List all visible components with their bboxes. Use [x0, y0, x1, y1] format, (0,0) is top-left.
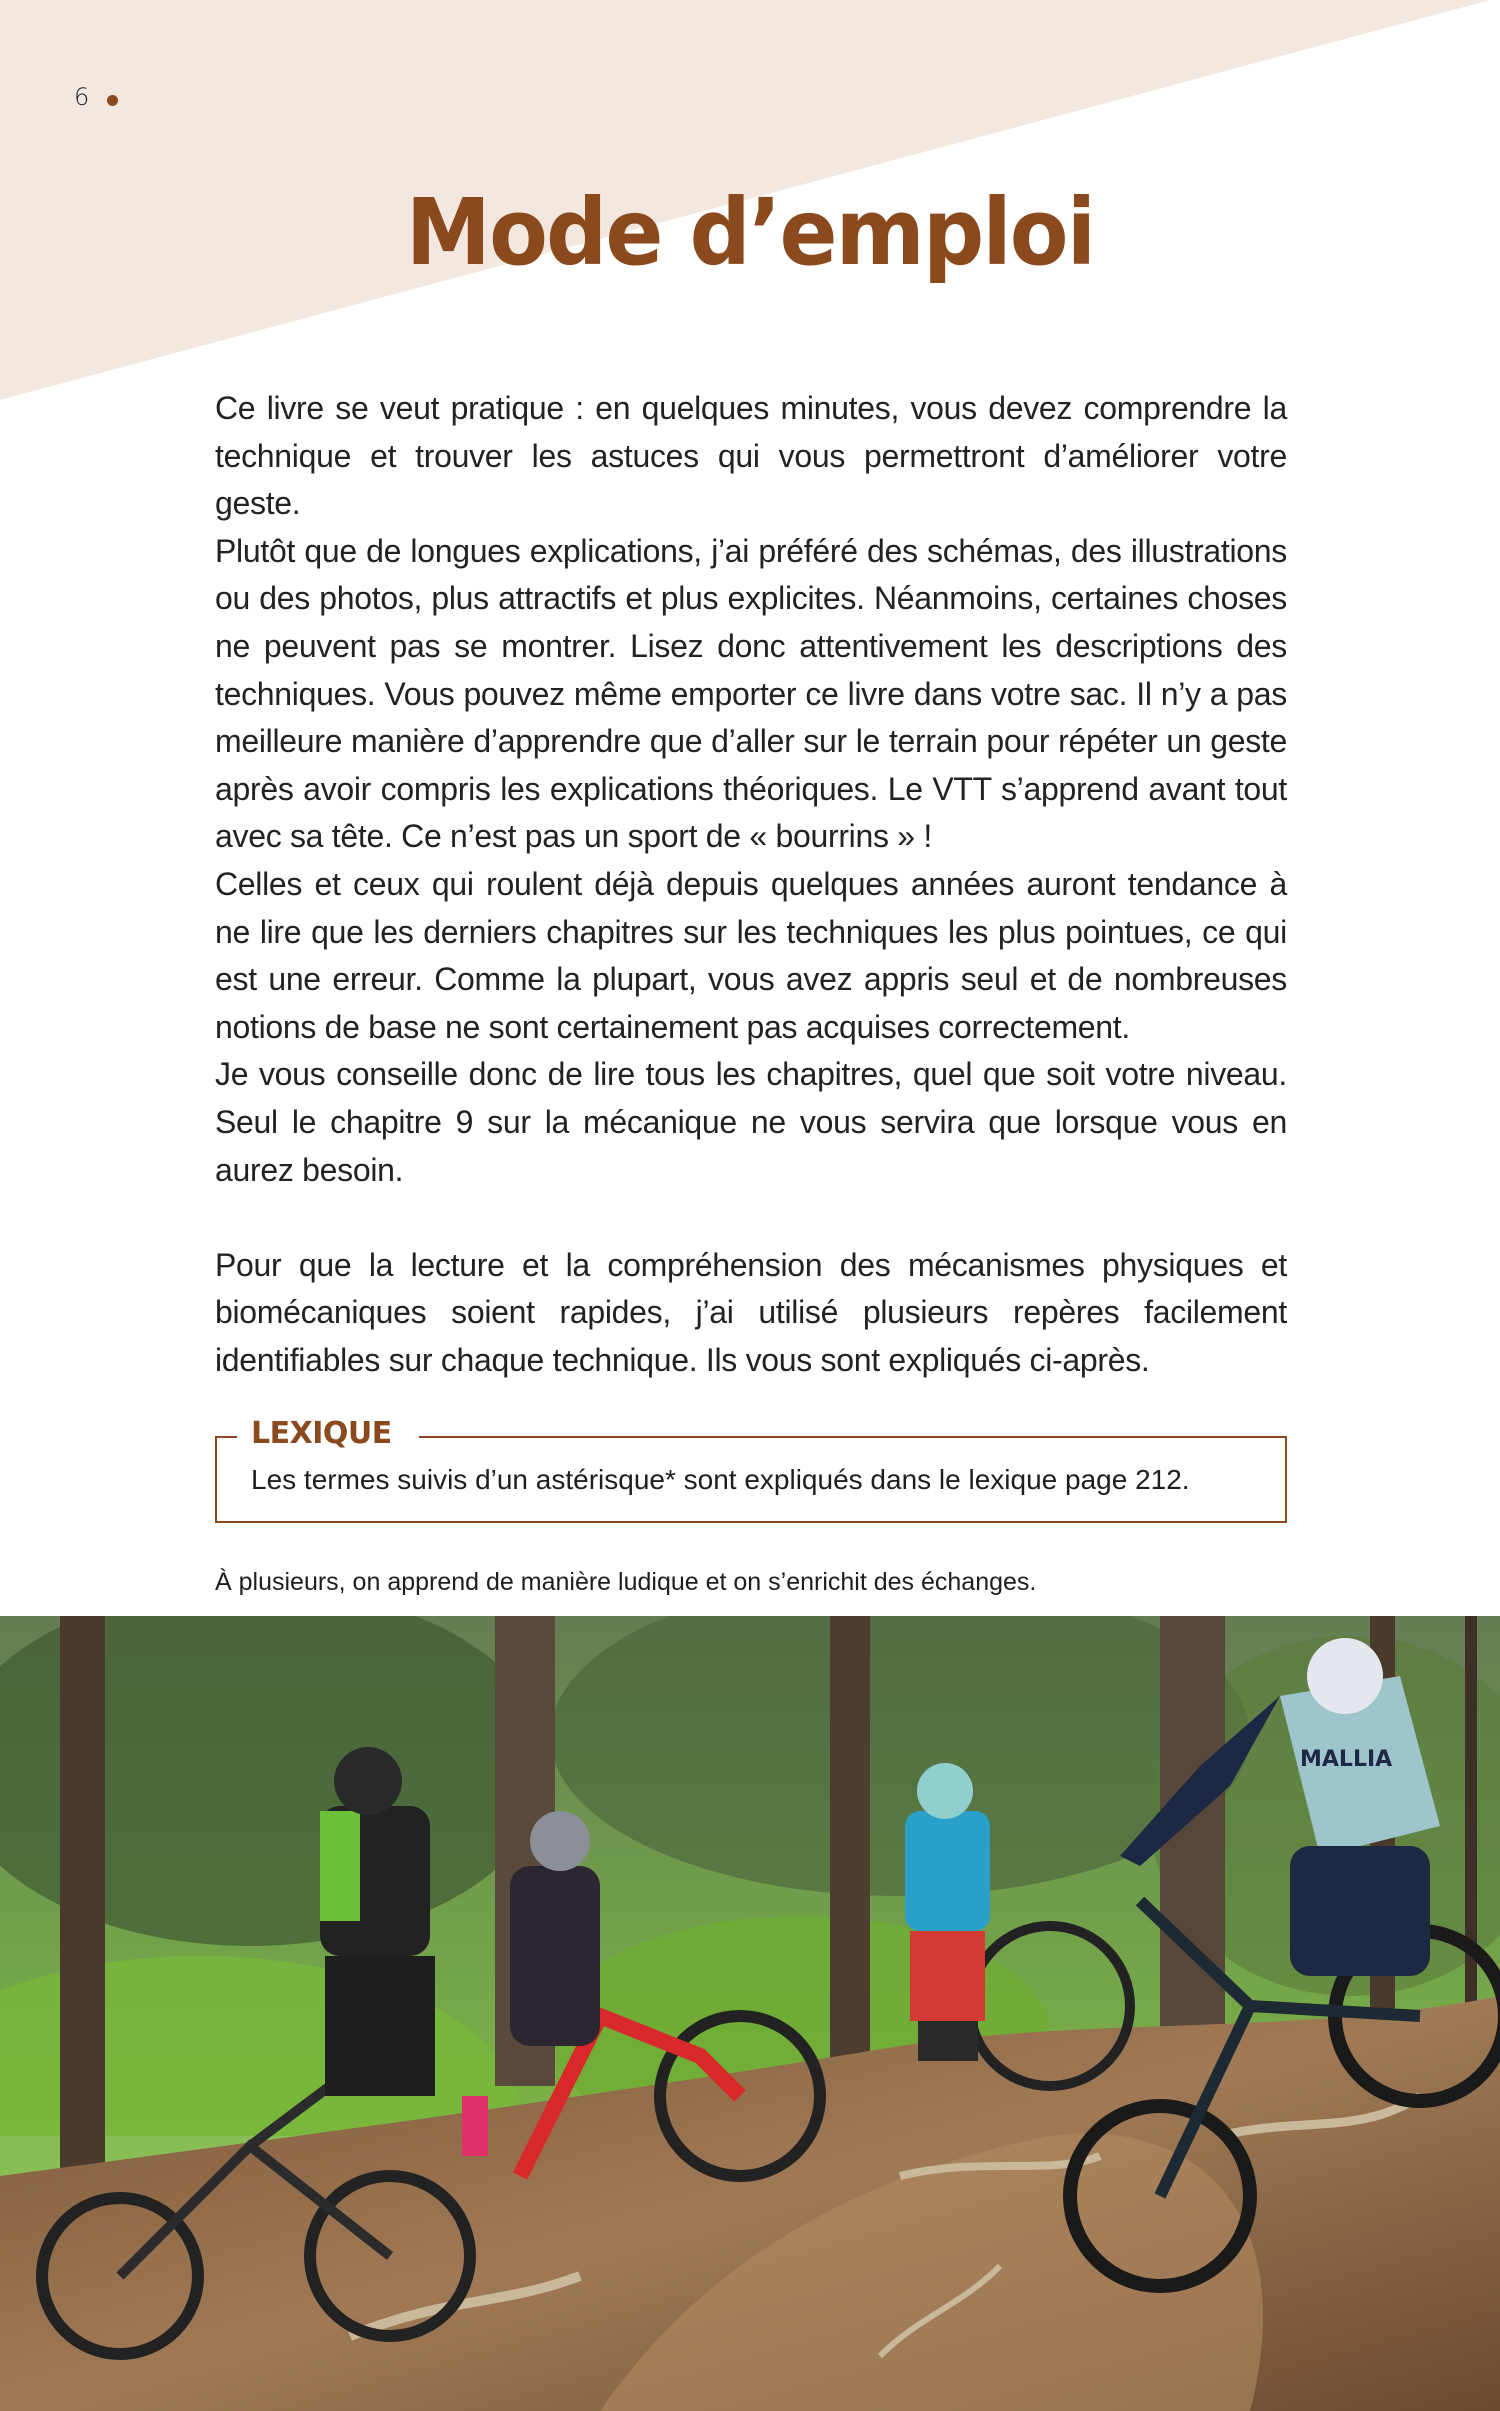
photo-caption: À plusieurs, on apprend de manière ludique et on s’enrichit des échanges. — [215, 1568, 1037, 1596]
paragraph-advice: Je vous conseille donc de lire tous les chapitres, quel que soit votre niveau. Seul le chapitre 9 sur la mécanique ne vous servira que lorsque vous en aurez besoin. — [215, 1056, 1287, 1188]
lexique-text: Les termes suivis d’un astérisque* sont expliqués dans le lexique page 212. — [251, 1464, 1190, 1495]
lexique-title: LEXIQUE — [251, 1416, 392, 1451]
lexique-box — [215, 1416, 1287, 1523]
paragraph-intro: Ce livre se veut pratique : en quelques minutes, vous devez comprendre la technique et trouver les astuces qui vous permettront d’améliorer votre geste. — [215, 390, 1287, 522]
page-number-dot-icon — [107, 95, 118, 106]
paragraph-markers: Pour que la lecture et la compréhension des mécanismes physiques et biomécaniques soient rapides, j’ai utilisé plusieurs repères facilement identifiables sur chaque technique. Ils vous sont expliqués ci-après. — [215, 1246, 1287, 1378]
lexique-border-left-segment — [215, 1436, 237, 1438]
page-number: 6 — [74, 83, 90, 111]
body-text — [215, 385, 1287, 1384]
lexique-border-right-segment — [419, 1436, 1287, 1438]
paragraph-experienced-riders: Celles et ceux qui roulent déjà depuis quelques années auront tendance à ne lire que les derniers chapitres sur les techniques les plus pointues, ce qui est une erreur. Comme la plupart, vous avez appris seul et de nombreuses notions de base ne sont certainement pas acquises correctement. — [215, 865, 1287, 1045]
jersey-text: MALLIA — [1300, 1747, 1393, 1772]
photo-mountain-bikers — [0, 1616, 1500, 2411]
page-title: Mode d’emploi — [405, 179, 1095, 286]
paragraph-illustrations: Plutôt que de longues explications, j’ai préféré des schémas, des illustrations ou des photos, plus attractifs et plus explicites. Néanmoins, certaines choses ne peuvent pas se montrer. Lisez donc attentivement les descriptions des techniques. Vous pouvez même emporter ce livre dans votre sac. Il n’y a pas meilleure manière d’apprendre que d’aller sur le terrain pour répéter un geste après avoir compris les explications théoriques. Le VTT s’apprend avant tout avec sa tête. Ce n’est pas un sport de « bourrins » ! — [215, 532, 1287, 855]
